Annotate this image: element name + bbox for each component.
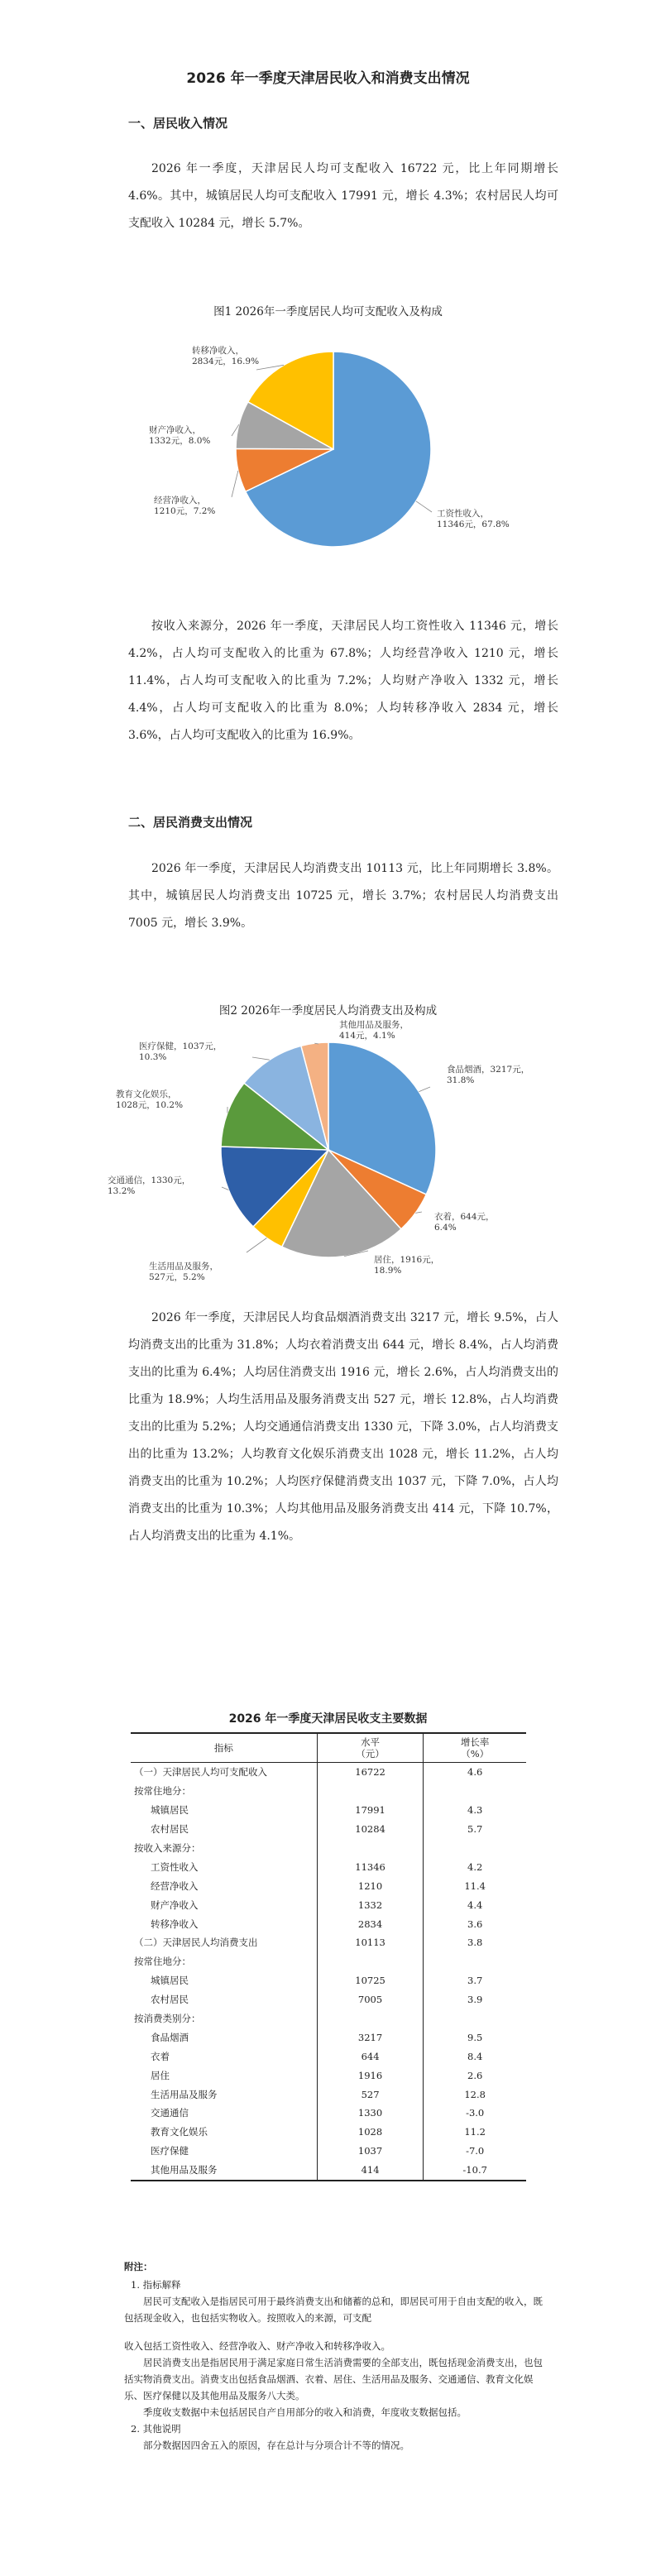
- row-growth: 3.6: [467, 1918, 483, 1930]
- row-label: 按常住地分：: [131, 1782, 317, 1801]
- row-label: 按消费类别分：: [131, 2009, 317, 2028]
- row-growth: 11.2: [464, 2126, 486, 2138]
- row-label: 衣着: [131, 2047, 317, 2066]
- section1-paragraph-2: 按收入来源分，2026 年一季度，天津居民人均工资性收入 11346 元，增长 4.2%，占人均可支配收入的比重为 67.8%；人均经营净收入 1210 元，增长 11.4%，占人均可支配收入的比重为 7.2%；人均财产净收入 1332 元，增长 4.4%，占人均可支配收入的比重为 8.0%；人均转移净收入 2834 元，增长 3.6%，占人均可支配收入的比重为 16.9%。: [128, 620, 558, 742]
- table-row: [131, 1857, 526, 1876]
- note2-title: 2. 其他说明: [131, 2423, 181, 2435]
- page-title: 2026 年一季度天津居民收入和消费支出情况: [186, 70, 470, 87]
- row-value: [317, 1782, 424, 1801]
- table-row: [131, 2047, 526, 2066]
- table-row: [131, 1933, 526, 1952]
- row-growth: -7.0: [466, 2145, 485, 2157]
- section2-heading: 二、居民消费支出情况: [128, 815, 253, 830]
- table-row: [131, 1763, 526, 1782]
- pie-label-line1: 居住，1916元，: [374, 1255, 440, 1265]
- table-row: [131, 1820, 526, 1839]
- row-value: 10725: [317, 1971, 424, 1990]
- row-growth: 8.4: [467, 2050, 483, 2062]
- pie-leader-line: [252, 1057, 270, 1060]
- table-row: [131, 1876, 526, 1895]
- row-label: 财产净收入: [131, 1895, 317, 1914]
- note1-paragraph-1-continued: 收入包括工资性收入、经营净收入、财产净收入和转移净收入。: [124, 2340, 390, 2352]
- header-growth: [424, 1733, 526, 1763]
- figure1-title: 图1 2026年一季度居民人均可支配收入及构成: [213, 305, 443, 318]
- pie-label-line2: 1028元，10.2%: [116, 1100, 184, 1110]
- pie-leader-line: [416, 501, 432, 512]
- row-label: 生活用品及服务: [131, 2085, 317, 2104]
- pie-label-line2: 31.8%: [447, 1075, 475, 1085]
- section2-paragraph-1: 2026 年一季度，天津居民人均消费支出 10113 元，比上年同期增长 3.8%。其中，城镇居民人均消费支出 10725 元，增长 3.7%；农村居民人均消费支出 7005 元，增长 3.9%。: [128, 862, 558, 930]
- table-row: [131, 2123, 526, 2142]
- pie-label-line1: 转移净收入，: [192, 346, 244, 356]
- table-row: [131, 1895, 526, 1914]
- note1-paragraph-3: 季度收支数据中未包括居民自产自用部分的收入和消费，年度收支数据包括。: [143, 2406, 467, 2418]
- row-value: 10113: [317, 1933, 424, 1952]
- table-row: [131, 1782, 526, 1801]
- row-growth: 2.6: [467, 2069, 483, 2081]
- header-level: [317, 1733, 424, 1763]
- pie-label-line1: 教育文化娱乐，: [116, 1089, 177, 1099]
- row-growth: [424, 1782, 526, 1801]
- row-growth: 3.8: [467, 1937, 483, 1949]
- table-row: [131, 2085, 526, 2104]
- row-label: 医疗保健: [131, 2142, 317, 2161]
- note1-paragraph-2: 居民消费支出是指居民用于满足家庭日常生活消费需要的全部支出，既包括现金消费支出，也包括实物消费支出。消费支出包括食品烟酒、衣着、居住、生活用品及服务、交通通信、教育文化娱乐、医疗保健以及其他用品及服务八大类。: [124, 2357, 543, 2401]
- header-growth-name: 增长率: [460, 1736, 490, 1748]
- row-growth: [424, 1839, 526, 1858]
- row-label: 农村居民: [131, 1990, 317, 2009]
- header-indicator: 指标: [131, 1733, 317, 1763]
- pie-label-line2: 414元，4.1%: [339, 1031, 395, 1041]
- row-label: 城镇居民: [131, 1801, 317, 1820]
- pie-label-line2: 10.3%: [139, 1052, 167, 1062]
- pie-label-line1: 生活用品及服务，: [149, 1262, 218, 1271]
- pie-label-line2: 11346元，67.8%: [437, 520, 510, 529]
- row-value: [317, 1839, 424, 1858]
- pie-label-line1: 其他用品及服务，: [339, 1020, 409, 1030]
- income-pie-chart: [0, 327, 656, 575]
- row-label: 转移净收入: [131, 1914, 317, 1933]
- row-value: [317, 1952, 424, 1971]
- notes-heading: 附注：: [124, 2261, 153, 2272]
- table-row: [131, 1839, 526, 1858]
- row-label: 经营净收入: [131, 1876, 317, 1895]
- row-label: 交通通信: [131, 2104, 317, 2123]
- row-growth: 4.6: [467, 1766, 483, 1779]
- row-value: 1210: [317, 1876, 424, 1895]
- row-growth: 4.3: [467, 1804, 483, 1817]
- table-row: [131, 2161, 526, 2181]
- table-row: [131, 1990, 526, 2009]
- row-growth: [424, 1952, 526, 1971]
- row-value: 414: [317, 2161, 424, 2181]
- row-label: 居住: [131, 2066, 317, 2085]
- table-row: [131, 1801, 526, 1820]
- row-growth: -3.0: [466, 2107, 485, 2119]
- row-label: 教育文化娱乐: [131, 2123, 317, 2142]
- row-value: 644: [317, 2047, 424, 2066]
- pie-leader-line: [247, 1238, 266, 1253]
- row-value: 1330: [317, 2104, 424, 2123]
- pie-label-line2: 527元，5.2%: [149, 1272, 205, 1282]
- pie-label-line1: 衣着，644元，: [434, 1212, 495, 1222]
- row-growth: [424, 2009, 526, 2028]
- row-label: 农村居民: [131, 1820, 317, 1839]
- table-row: [131, 2009, 526, 2028]
- row-value: 3217: [317, 2028, 424, 2047]
- consumption-pie-chart: [0, 1017, 656, 1299]
- table-row: [131, 1914, 526, 1933]
- row-label: 其他用品及服务: [131, 2161, 317, 2181]
- note1-title: 1. 指标解释: [131, 2279, 181, 2291]
- table-row: [131, 2066, 526, 2085]
- figure2-title: 图2 2026年一季度居民人均消费支出及构成: [218, 1004, 438, 1017]
- row-label: 按常住地分：: [131, 1952, 317, 1971]
- row-growth: 11.4: [464, 1879, 486, 1892]
- row-label: 食品烟酒: [131, 2028, 317, 2047]
- table-row: [131, 1952, 526, 1971]
- row-value: 16722: [317, 1763, 424, 1782]
- pie-label-line1: 医疗保健，1037元，: [139, 1041, 223, 1051]
- table-row: [131, 2028, 526, 2047]
- table-header-row: [131, 1733, 526, 1763]
- note1-paragraph-1: 居民可支配收入是指居民可用于最终消费支出和储蓄的总和，即居民可用于自由支配的收入，既包括现金收入，也包括实物收入。按照收入的来源，可支配: [124, 2296, 543, 2324]
- section1-paragraph-1: 2026 年一季度，天津居民人均可支配收入 16722 元，比上年同期增长 4.6%。其中，城镇居民人均可支配收入 17991 元，增长 4.3%；农村居民人均可支配收入 10284 元，增长 5.7%。: [128, 162, 558, 230]
- row-value: 1037: [317, 2142, 424, 2161]
- pie-label-line1: 交通通信，1330元，: [108, 1175, 191, 1185]
- row-growth: 9.5: [467, 2031, 483, 2043]
- data-table: [131, 1732, 526, 2181]
- table-row: [131, 2104, 526, 2123]
- row-value: 1332: [317, 1895, 424, 1914]
- table-row: [131, 1971, 526, 1990]
- row-value: 1916: [317, 2066, 424, 2085]
- row-label: （一）天津居民人均可支配收入: [131, 1763, 317, 1782]
- row-growth: 3.9: [467, 1994, 483, 2006]
- note2-paragraph-1: 部分数据因四舍五入的原因，存在总计与分项合计不等的情况。: [143, 2440, 409, 2451]
- pie-label-line2: 1210元，7.2%: [154, 506, 216, 516]
- table-row: [131, 2142, 526, 2161]
- pie-label-line1: 工资性收入，: [437, 509, 489, 519]
- pie-leader-line: [232, 471, 238, 497]
- section2-paragraph-2: 2026 年一季度，天津居民人均食品烟酒消费支出 3217 元，增长 9.5%，占人均消费支出的比重为 31.8%；人均衣着消费支出 644 元，增长 8.4%，占人均消费支出的比重为 6.4%；人均居住消费支出 1916 元，增长 2.6%，占人均消费支出的比重为 18.9%；人均生活用品及服务消费支出 527 元，增长 12.8%，占人均消费支出的比重为 5.2%；人均交通通信消费支出 1330 元，下降 3.0%，占人均消费支出的比重为 13.2%；人均教育文化娱乐消费支出 1028 元，增长 11.2%，占人均消费支出的比重为 10.2%；人均医疗保健消费支出 1037 元，下降 7.0%，占人均消费支出的比重为 10.3%；人均其他用品及服务消费支出 414 元，下降 10.7%，占人均消费支出的比重为 4.1%。: [128, 1311, 558, 1543]
- row-growth: 12.8: [464, 2088, 486, 2100]
- notes-section: [124, 2258, 546, 2454]
- row-value: 2834: [317, 1914, 424, 1933]
- pie-label-line1: 财产净收入，: [149, 425, 201, 435]
- row-value: 10284: [317, 1820, 424, 1839]
- row-growth: 4.4: [467, 1898, 483, 1911]
- pie-label-line2: 13.2%: [108, 1186, 136, 1196]
- section1-heading: 一、居民收入情况: [128, 116, 228, 131]
- pie-label-line1: 食品烟酒，3217元，: [447, 1065, 530, 1075]
- row-value: [317, 2009, 424, 2028]
- pie-label-line2: 6.4%: [434, 1223, 457, 1233]
- row-label: 按收入来源分：: [131, 1839, 317, 1858]
- table-title: 2026 年一季度天津居民收支主要数据: [228, 1712, 428, 1726]
- row-value: 11346: [317, 1857, 424, 1876]
- row-value: 1028: [317, 2123, 424, 2142]
- row-label: 工资性收入: [131, 1857, 317, 1876]
- pie-label-line2: 2834元，16.9%: [192, 357, 260, 366]
- row-growth: 3.7: [467, 1975, 483, 1987]
- row-label: （二）天津居民人均消费支出: [131, 1933, 317, 1952]
- row-value: 7005: [317, 1990, 424, 2009]
- row-growth: -10.7: [424, 2161, 526, 2181]
- pie-leader-line: [419, 1087, 430, 1092]
- row-value: 17991: [317, 1801, 424, 1820]
- header-level-name: 水平: [361, 1736, 381, 1748]
- header-level-unit: （元）: [356, 1748, 385, 1760]
- row-growth: 4.2: [467, 1860, 483, 1873]
- row-value: 527: [317, 2085, 424, 2104]
- row-label: 城镇居民: [131, 1971, 317, 1990]
- pie-label-line1: 经营净收入，: [154, 496, 206, 505]
- pie-label-line2: 1332元，8.0%: [149, 436, 211, 446]
- header-growth-unit: （%）: [461, 1748, 490, 1760]
- pie-label-line2: 18.9%: [374, 1266, 402, 1276]
- row-growth: 5.7: [467, 1823, 483, 1836]
